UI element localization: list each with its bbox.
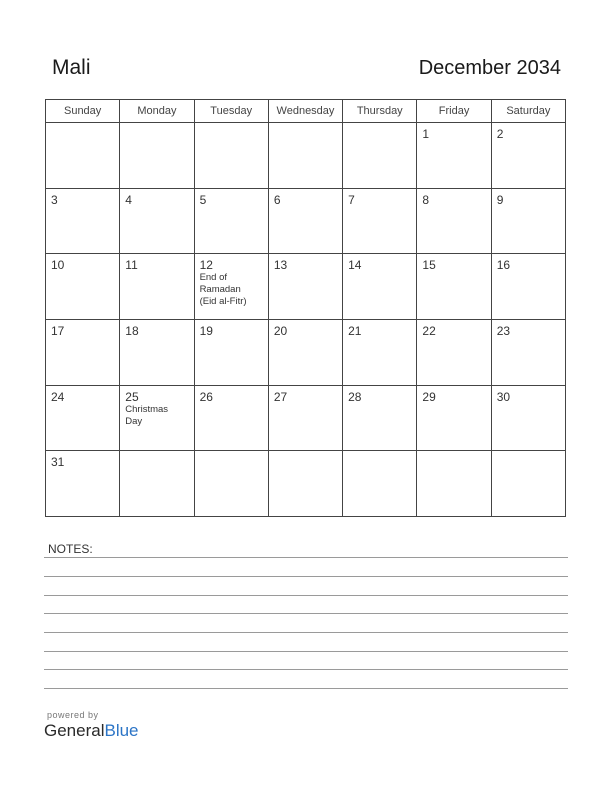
- day-cell: [343, 319, 417, 385]
- notes-line: [44, 613, 568, 614]
- day-cell: [46, 188, 120, 254]
- notes-line: [44, 669, 568, 670]
- brand-logo: [44, 721, 139, 741]
- holiday-label: Day: [125, 415, 143, 427]
- weekday-friday: Friday: [417, 100, 491, 123]
- empty-day-cell: [268, 123, 342, 189]
- day-number: 1: [422, 127, 430, 141]
- day-cell: [194, 254, 268, 320]
- brand-name-general: General: [44, 721, 105, 740]
- day-number: 6: [273, 192, 281, 207]
- country-title: Mali: [52, 56, 91, 79]
- day-cell: [417, 319, 491, 385]
- day-cell: [417, 123, 491, 189]
- weekday-monday: Monday: [120, 100, 194, 123]
- day-cell: [417, 385, 491, 451]
- holiday-label: Ramadan: [199, 284, 241, 296]
- powered-by-text: powered by: [47, 710, 99, 720]
- day-number: 4: [125, 192, 132, 207]
- holiday-label: (Eid al-Fitr): [199, 296, 247, 308]
- day-cell: [343, 254, 417, 320]
- day-number: 24: [51, 389, 65, 404]
- day-number: 3: [51, 192, 58, 207]
- day-cell: [417, 188, 491, 254]
- day-number: 11: [125, 258, 138, 273]
- week-row: [46, 451, 566, 517]
- day-cell: [268, 188, 342, 254]
- week-row: [46, 188, 566, 254]
- day-number: 18: [125, 323, 139, 338]
- holiday-label: End of: [199, 272, 228, 284]
- notes-line: [44, 651, 568, 652]
- empty-day-cell: [343, 123, 417, 189]
- day-cell: [46, 385, 120, 451]
- day-number: 19: [199, 323, 213, 338]
- empty-day-cell: [268, 451, 342, 517]
- brand-name-blue: Blue: [104, 721, 139, 740]
- day-cell: [491, 123, 565, 189]
- weekday-header-row: [46, 100, 566, 123]
- day-cell: [194, 319, 268, 385]
- weekday-saturday: Saturday: [491, 100, 565, 123]
- day-number: 20: [273, 323, 288, 338]
- notes-line: [44, 576, 568, 577]
- day-number: 28: [348, 389, 362, 404]
- day-number: 21: [348, 323, 362, 338]
- day-number: 8: [422, 192, 430, 207]
- day-cell: [268, 385, 342, 451]
- day-number: 5: [199, 192, 207, 207]
- weekday-wednesday: Wednesday: [268, 100, 342, 123]
- weekday-tuesday: Tuesday: [194, 100, 268, 123]
- empty-day-cell: [417, 451, 491, 517]
- week-row: [46, 385, 566, 451]
- day-number: 25: [125, 389, 139, 404]
- day-cell: [46, 254, 120, 320]
- day-number: 2: [496, 127, 504, 141]
- day-cell: [491, 385, 565, 451]
- day-cell: [194, 188, 268, 254]
- day-number: 27: [273, 389, 288, 404]
- day-number: 31: [51, 455, 65, 470]
- day-cell: [120, 385, 194, 451]
- empty-day-cell: [46, 123, 120, 189]
- day-cell: [120, 319, 194, 385]
- day-number: 16: [496, 258, 511, 273]
- notes-line: [44, 688, 568, 689]
- day-number: 14: [348, 258, 362, 273]
- day-number: 9: [496, 192, 504, 207]
- day-cell: [491, 319, 565, 385]
- holiday-label: Christmas: [125, 403, 169, 415]
- day-cell: [120, 254, 194, 320]
- day-cell: [491, 188, 565, 254]
- notes-line: [44, 632, 568, 633]
- notes-line: [44, 595, 568, 596]
- day-number: 10: [51, 258, 65, 273]
- week-row: [46, 123, 566, 189]
- empty-day-cell: [120, 451, 194, 517]
- empty-day-cell: [194, 451, 268, 517]
- day-cell: [268, 254, 342, 320]
- day-number: 7: [348, 192, 355, 207]
- day-cell: [343, 188, 417, 254]
- day-cell: [343, 385, 417, 451]
- day-cell: [417, 254, 491, 320]
- notes-label: NOTES:: [48, 542, 93, 556]
- day-number: 12: [199, 258, 213, 273]
- day-cell: [194, 385, 268, 451]
- calendar-body: [46, 123, 566, 517]
- day-cell: [120, 188, 194, 254]
- empty-day-cell: [491, 451, 565, 517]
- day-cell: [46, 319, 120, 385]
- day-number: 17: [51, 323, 65, 338]
- empty-day-cell: [120, 123, 194, 189]
- day-cell: [491, 254, 565, 320]
- notes-line: [44, 557, 568, 558]
- day-number: 23: [496, 323, 511, 338]
- weekday-sunday: Sunday: [46, 100, 120, 123]
- day-cell: [46, 451, 120, 517]
- month-year-title: December 2034: [418, 57, 561, 79]
- day-number: 15: [422, 258, 436, 273]
- day-number: 29: [422, 389, 436, 404]
- day-number: 13: [273, 258, 288, 273]
- day-number: 22: [422, 323, 436, 338]
- day-number: 26: [199, 389, 213, 404]
- day-number: 30: [496, 389, 511, 404]
- calendar-grid: [45, 99, 566, 517]
- empty-day-cell: [343, 451, 417, 517]
- empty-day-cell: [194, 123, 268, 189]
- weekday-thursday: Thursday: [343, 100, 417, 123]
- week-row: [46, 254, 566, 320]
- day-cell: [268, 319, 342, 385]
- week-row: [46, 319, 566, 385]
